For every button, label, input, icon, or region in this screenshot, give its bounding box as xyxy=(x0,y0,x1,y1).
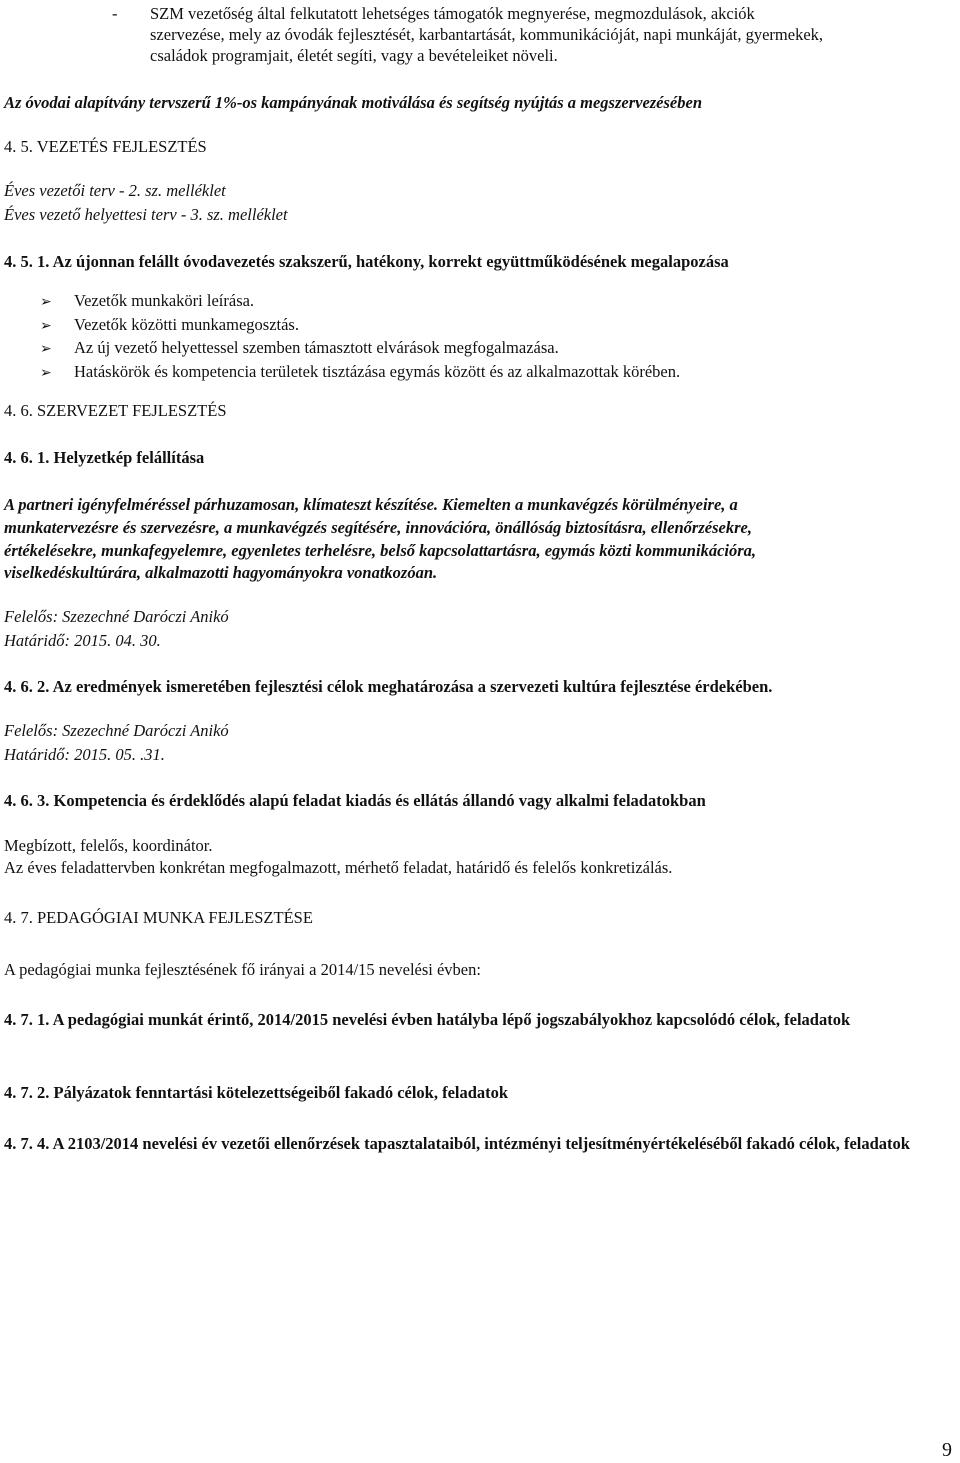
deadline-line: Határidő: 2015. 04. 30. xyxy=(4,631,161,650)
arrowhead-bullet-icon: ➢ xyxy=(40,342,52,357)
subheading-474: 4. 7. 4. A 2103/2014 nevelési év vezetői ellenőrzések tapasztalataiból, intézményi teljesítményértékeléséből fakadó célok, feladatok xyxy=(4,1134,910,1153)
subheading-462: 4. 6. 2. Az eredmények ismeretében fejlesztési célok meghatározása a szervezeti kultúra fejlesztése érdekében. xyxy=(4,677,773,696)
body-line: Megbízott, felelős, koordinátor. xyxy=(4,836,213,855)
arrowhead-bullet-icon: ➢ xyxy=(40,295,52,310)
paragraph-line: viselkedéskultúrára, alkalmazotti hagyományokra vonatkozóan. xyxy=(4,563,438,582)
intro-line: SZM vezetőség által felkutatott lehetséges támogatók megnyerése, megmozdulások, akciók xyxy=(150,4,755,23)
body-line: Az éves feladattervben konkrétan megfogalmazott, mérhető feladat, határidő és felelős konkretizálás. xyxy=(4,858,673,877)
arrowhead-bullet-icon: ➢ xyxy=(40,319,52,334)
responsible-line: Felelős: Szezechné Daróczi Anikó xyxy=(4,607,229,626)
annex-line: Éves vezetői terv - 2. sz. melléklet xyxy=(4,181,226,200)
list-item-text: Vezetők közötti munkamegosztás. xyxy=(74,315,299,334)
section-heading-47: 4. 7. PEDAGÓGIAI MUNKA FEJLESZTÉSE xyxy=(4,908,313,927)
section-heading-46: 4. 6. SZERVEZET FEJLESZTÉS xyxy=(4,401,227,420)
subheading-463: 4. 6. 3. Kompetencia és érdeklődés alapú feladat kiadás és ellátás állandó vagy alkalmi feladatokban xyxy=(4,791,706,810)
page-number: 9 xyxy=(942,1439,952,1461)
list-item xyxy=(40,362,680,384)
dash-marker: - xyxy=(112,4,118,23)
paragraph-line: A partneri igényfelméréssel párhuzamosan, klímateszt készítése. Kiemelten a munkavégzés körülményeire, a xyxy=(4,495,738,514)
paragraph-line: munkatervezésre és szervezésre, a munkavégzés segítésére, innovációra, önállóság biztosításra, ellenőrzésekre, xyxy=(4,518,752,537)
list-item-text: Hatáskörök és kompetencia területek tisztázása egymás között és az alkalmazottak körében. xyxy=(74,362,681,381)
deadline-line: Határidő: 2015. 05. .31. xyxy=(4,745,165,764)
subheading-451: 4. 5. 1. Az újonnan felállt óvodavezetés szakszerű, hatékony, korrekt együttműködésének megalapozása xyxy=(4,252,729,271)
paragraph-line: értékelésekre, munkafegyelemre, egyenletes terhelésre, belső kapcsolattartásra, egymás közti kommunikációra, xyxy=(4,541,757,560)
intro-line: családok programjait, életét segíti, vagy a bevételeiket növeli. xyxy=(150,46,558,65)
foundation-line: Az óvodai alapítvány tervszerű 1%-os kampányának motiválása és segítség nyújtás a megszervezésében xyxy=(4,93,703,112)
list-item-text: Az új vezető helyettessel szemben támasztott elvárások megfogalmazása. xyxy=(74,338,559,357)
body-line: A pedagógiai munka fejlesztésének fő irányai a 2014/15 nevelési évben: xyxy=(4,960,481,979)
subheading-471: 4. 7. 1. A pedagógiai munkát érintő, 2014/2015 nevelési évben hatályba lépő jogszabályokhoz kapcsolódó célok, feladatok xyxy=(4,1010,851,1029)
subheading-472: 4. 7. 2. Pályázatok fenntartási kötelezettségeiből fakadó célok, feladatok xyxy=(4,1083,509,1102)
arrowhead-bullet-icon: ➢ xyxy=(40,366,52,381)
subheading-461: 4. 6. 1. Helyzetkép felállítása xyxy=(4,448,205,467)
intro-line: szervezése, mely az óvodák fejlesztését, karbantartását, kommunikációját, napi munkáját, gyermekek, xyxy=(150,25,824,44)
list-item xyxy=(40,291,254,313)
responsible-line: Felelős: Szezechné Daróczi Anikó xyxy=(4,721,229,740)
annex-line: Éves vezető helyettesi terv - 3. sz. melléklet xyxy=(4,205,288,224)
list-item xyxy=(40,338,559,360)
list-item-text: Vezetők munkaköri leírása. xyxy=(74,291,255,310)
list-item xyxy=(40,315,299,337)
section-heading-45: 4. 5. VEZETÉS FEJLESZTÉS xyxy=(4,137,207,156)
